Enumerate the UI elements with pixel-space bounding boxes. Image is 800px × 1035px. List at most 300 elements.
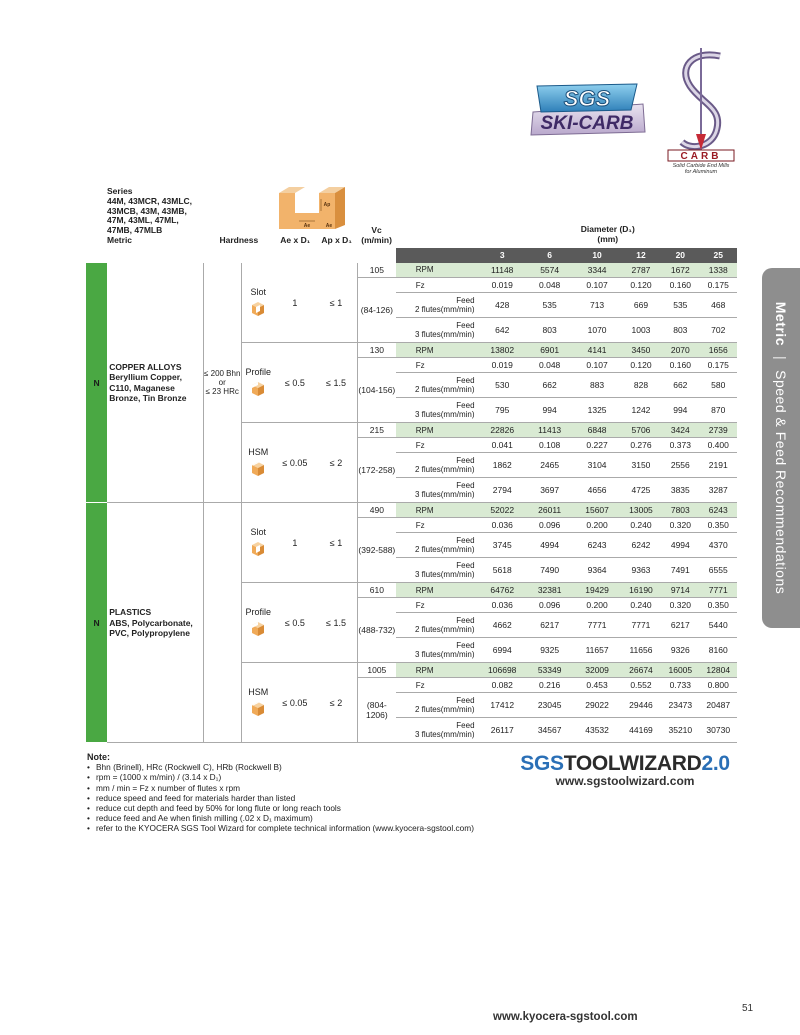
note-item: • reduce cut depth and feed by 50% for long flute or long reach tools — [87, 803, 507, 813]
feed2-value: 6217 — [526, 613, 573, 638]
fz-value: 0.036 — [479, 598, 526, 613]
vc-value: 610 — [357, 583, 395, 598]
ap-value: ≤ 2 — [315, 423, 357, 503]
toolwizard-name: TOOLWIZARD — [563, 752, 702, 775]
material-detail: C110, Maganese — [109, 382, 175, 393]
fz-value: 0.320 — [661, 598, 699, 613]
feed3-value: 7490 — [526, 558, 573, 583]
feed3-label — [396, 638, 479, 663]
notes-title: Note: — [87, 752, 110, 762]
vc-unit: (m/min) — [361, 235, 392, 245]
hardness-value — [203, 263, 241, 503]
rpm-value: 26674 — [621, 663, 661, 678]
table-row — [86, 263, 737, 278]
fz-label: Fz — [396, 678, 479, 693]
feed2-value: 4662 — [479, 613, 526, 638]
material-name — [107, 503, 203, 743]
rpm-value: 3424 — [661, 423, 699, 438]
vc-value: 215 — [357, 423, 395, 438]
rpm-value: 7771 — [699, 583, 737, 598]
ap-header: Ap x D₁ — [321, 235, 352, 245]
feed2-value: 4370 — [699, 533, 737, 558]
fz-value: 0.096 — [526, 518, 573, 533]
feed3-label — [396, 478, 479, 503]
fz-value: 0.175 — [699, 278, 737, 293]
feed3-value: 803 — [526, 318, 573, 343]
feed3-value: 795 — [479, 398, 526, 423]
hardness-line: ≤ 23 HRc — [205, 387, 239, 397]
fz-value: 0.320 — [661, 518, 699, 533]
vc-range: (488-732) — [357, 598, 395, 663]
feed2-value: 7771 — [621, 613, 661, 638]
feed2-value: 3150 — [621, 453, 661, 478]
fz-value: 0.082 — [479, 678, 526, 693]
ae-ap-header — [275, 185, 358, 248]
rpm-value: 6848 — [573, 423, 620, 438]
feed2-value: 17412 — [479, 693, 526, 718]
feed2-value: 23045 — [526, 693, 573, 718]
feed2-value: 2191 — [699, 453, 737, 478]
vc-range: (104-156) — [357, 358, 395, 423]
feed3-value: 30730 — [699, 718, 737, 743]
feed2-value: 662 — [661, 373, 699, 398]
feed2-value: 2465 — [526, 453, 573, 478]
rpm-value: 5574 — [526, 263, 573, 278]
series-list-line: 44M, 43MCR, 43MLC, — [107, 195, 193, 206]
rpm-value: 2787 — [621, 263, 661, 278]
ap-value: ≤ 2 — [315, 663, 357, 743]
operation-cell — [241, 343, 274, 423]
feed2-value: 828 — [621, 373, 661, 398]
feed2-label-line: 2 flutes(mm/min) — [414, 705, 475, 715]
hardness-header: Hardness — [219, 235, 259, 245]
feed2-value: 669 — [621, 293, 661, 318]
feed2-label — [396, 613, 479, 638]
rpm-value: 52022 — [479, 503, 526, 518]
feed3-label-line: 3 flutes(mm/min) — [414, 410, 475, 420]
profile-cube-icon — [250, 621, 266, 637]
vc-range: (804-1206) — [357, 678, 395, 743]
vc-value: 1005 — [357, 663, 395, 678]
feed3-value: 3835 — [661, 478, 699, 503]
feed3-value: 803 — [661, 318, 699, 343]
hardness-line: or — [218, 377, 226, 387]
feed2-value: 20487 — [699, 693, 737, 718]
fz-value: 0.227 — [573, 438, 620, 453]
ap-value: ≤ 1.5 — [315, 583, 357, 663]
note-item: • reduce speed and feed for materials harder than listed — [87, 793, 507, 803]
fz-value: 0.019 — [479, 358, 526, 373]
feed3-value: 44169 — [621, 718, 661, 743]
rpm-value: 12804 — [699, 663, 737, 678]
fz-value: 0.350 — [699, 518, 737, 533]
feed3-label-line: Feed — [456, 401, 475, 411]
slot-cube-icon — [250, 301, 266, 317]
toolwizard-url[interactable]: www.sgstoolwizard.com — [555, 774, 695, 788]
diameter-value: 12 — [621, 248, 661, 263]
material-title: COPPER ALLOYS — [109, 362, 182, 373]
rpm-label: RPM — [396, 583, 479, 598]
rpm-value: 1338 — [699, 263, 737, 278]
rpm-value: 4141 — [573, 343, 620, 358]
fz-value: 0.175 — [699, 358, 737, 373]
rpm-value: 64762 — [479, 583, 526, 598]
diameter-header — [479, 185, 737, 248]
feed2-value: 662 — [526, 373, 573, 398]
section-tab-title: Speed & Feed Recommendations — [773, 370, 789, 595]
diameter-unit: (mm) — [597, 234, 619, 244]
hardness-line: ≤ 200 Bhn — [204, 368, 241, 378]
fz-value: 0.400 — [699, 438, 737, 453]
vc-range: (172-258) — [357, 438, 395, 503]
feed3-value: 8160 — [699, 638, 737, 663]
rpm-value: 16005 — [661, 663, 699, 678]
feed3-label — [396, 398, 479, 423]
fz-label: Fz — [396, 598, 479, 613]
series-list-line: 47M, 43ML, 47ML, — [107, 215, 179, 226]
fz-value: 0.240 — [621, 518, 661, 533]
feed3-value: 35210 — [661, 718, 699, 743]
toolwizard-version: 2.0 — [701, 752, 730, 775]
diagram-label-ae1: Ae — [303, 223, 310, 229]
operation-name: Profile — [245, 606, 272, 617]
feed3-value: 994 — [661, 398, 699, 423]
material-detail: ABS, Polycarbonate, — [109, 617, 193, 628]
rpm-value: 13005 — [621, 503, 661, 518]
fz-value: 0.240 — [621, 598, 661, 613]
feed2-value: 29446 — [621, 693, 661, 718]
feed3-value: 43532 — [573, 718, 620, 743]
note-item: • reduce feed and Ae when finish milling (.02 x D₁ maximum) — [87, 813, 507, 823]
table-header-row — [86, 185, 737, 248]
fz-value: 0.048 — [526, 278, 573, 293]
feed3-value: 3287 — [699, 478, 737, 503]
feed3-label-line: 3 flutes(mm/min) — [414, 490, 475, 500]
ski-carb-logo-sgs: SGS — [563, 86, 611, 111]
rpm-value: 1656 — [699, 343, 737, 358]
material-detail: Bronze, Tin Bronze — [109, 392, 187, 403]
feed2-value: 6242 — [621, 533, 661, 558]
fz-label: Fz — [396, 278, 479, 293]
feed2-value: 1862 — [479, 453, 526, 478]
feed3-label-line: Feed — [456, 721, 475, 731]
feed3-label-line: 3 flutes(mm/min) — [414, 330, 475, 340]
diameter-value: 3 — [479, 248, 526, 263]
feed2-label-line: Feed — [456, 696, 475, 706]
feed3-value: 34567 — [526, 718, 573, 743]
fz-value: 0.041 — [479, 438, 526, 453]
feed2-value: 580 — [699, 373, 737, 398]
vc-range: (392-588) — [357, 518, 395, 583]
rpm-value: 15607 — [573, 503, 620, 518]
feed3-label-line: 3 flutes(mm/min) — [414, 570, 475, 580]
feed2-value: 3745 — [479, 533, 526, 558]
feed2-value: 3104 — [573, 453, 620, 478]
feed3-value: 6994 — [479, 638, 526, 663]
feed3-value: 702 — [699, 318, 737, 343]
feed2-label-line: 2 flutes(mm/min) — [414, 305, 475, 315]
ski-carb-logo — [527, 82, 649, 137]
rpm-value: 6901 — [526, 343, 573, 358]
rpm-value: 32009 — [573, 663, 620, 678]
diagram-label-ap: Ap — [323, 202, 331, 208]
fz-label: Fz — [396, 518, 479, 533]
fz-value: 0.107 — [573, 278, 620, 293]
feed3-value: 26117 — [479, 718, 526, 743]
fz-value: 0.373 — [661, 438, 699, 453]
metric-label: Metric — [107, 235, 133, 245]
fz-value: 0.200 — [573, 598, 620, 613]
feed2-value: 428 — [479, 293, 526, 318]
feed3-value: 642 — [479, 318, 526, 343]
fz-value: 0.552 — [621, 678, 661, 693]
feed2-label-line: 2 flutes(mm/min) — [414, 385, 475, 395]
feed2-value: 468 — [699, 293, 737, 318]
operation-name: HSM — [248, 446, 269, 457]
feed3-value: 11656 — [621, 638, 661, 663]
section-tab-separator: | — [773, 355, 789, 361]
feed3-value: 1070 — [573, 318, 620, 343]
feed2-value: 4994 — [526, 533, 573, 558]
ap-value: ≤ 1 — [315, 263, 357, 343]
note-item: • Bhn (Brinell), HRc (Rockwell C), HRb (Rockwell B) — [87, 762, 507, 772]
carb-logo-sub1: Solid Carbide End Mills — [672, 163, 730, 169]
feed2-value: 29022 — [573, 693, 620, 718]
note-item: • mm / min = Fz x number of flutes x rpm — [87, 783, 507, 793]
diameter-row — [86, 248, 737, 263]
feed3-value: 1242 — [621, 398, 661, 423]
carb-logo — [662, 46, 740, 176]
operation-name: Profile — [245, 366, 272, 377]
feed2-value: 6243 — [573, 533, 620, 558]
feed2-label-line: Feed — [456, 456, 475, 466]
fz-value: 0.160 — [661, 358, 699, 373]
footer-url[interactable]: www.kyocera-sgstool.com — [493, 1011, 638, 1023]
fz-value: 0.096 — [526, 598, 573, 613]
vc-value: 490 — [357, 503, 395, 518]
operation-cell — [241, 423, 274, 503]
ae-value: ≤ 0.5 — [275, 343, 315, 423]
material-detail: PVC, Polypropylene — [109, 627, 190, 638]
feed3-value: 9325 — [526, 638, 573, 663]
rpm-value: 22826 — [479, 423, 526, 438]
rpm-value: 53349 — [526, 663, 573, 678]
diameter-label: Diameter (D₁) — [580, 224, 635, 235]
feed2-label-line: Feed — [456, 616, 475, 626]
rpm-label: RPM — [396, 663, 479, 678]
fz-value: 0.200 — [573, 518, 620, 533]
feed2-value: 5440 — [699, 613, 737, 638]
fz-value: 0.276 — [621, 438, 661, 453]
feed2-label-line: 2 flutes(mm/min) — [414, 465, 475, 475]
feed2-value: 713 — [573, 293, 620, 318]
feed2-label-line: Feed — [456, 296, 475, 306]
fz-value: 0.120 — [621, 358, 661, 373]
feed3-value: 2794 — [479, 478, 526, 503]
rpm-value: 5706 — [621, 423, 661, 438]
diameter-value: 6 — [526, 248, 573, 263]
feed3-label — [396, 318, 479, 343]
diameter-value: 25 — [699, 248, 737, 263]
hsm-cube-icon — [250, 461, 266, 477]
rpm-value: 2739 — [699, 423, 737, 438]
ae-value: ≤ 0.05 — [275, 423, 315, 503]
feed2-value: 6217 — [661, 613, 699, 638]
feed2-value: 535 — [661, 293, 699, 318]
feed3-label-line: 3 flutes(mm/min) — [414, 650, 475, 660]
ae-value: 1 — [275, 263, 315, 343]
profile-cube-icon — [250, 381, 266, 397]
fz-value: 0.048 — [526, 358, 573, 373]
rpm-value: 7803 — [661, 503, 699, 518]
rpm-label: RPM — [396, 503, 479, 518]
material-name — [107, 263, 203, 503]
operation-name: Slot — [250, 526, 267, 537]
vc-value: 105 — [357, 263, 395, 278]
operation-name: HSM — [248, 686, 269, 697]
rpm-label: RPM — [396, 343, 479, 358]
operation-cell — [241, 583, 274, 663]
note-item: • refer to the KYOCERA SGS Tool Wizard for complete technical information (www.kyocera-sgstool.com) — [87, 823, 507, 833]
ae-header: Ae x D₁ — [280, 235, 311, 245]
rpm-value: 16190 — [621, 583, 661, 598]
fz-value: 0.120 — [621, 278, 661, 293]
feed2-value: 7771 — [573, 613, 620, 638]
notes — [87, 752, 507, 834]
operation-name: Slot — [250, 286, 267, 297]
ae-value: ≤ 0.5 — [275, 583, 315, 663]
fz-value: 0.108 — [526, 438, 573, 453]
diameter-value: 20 — [661, 248, 699, 263]
feed3-label-line: Feed — [456, 641, 475, 651]
feed2-label — [396, 453, 479, 478]
feed3-value: 9326 — [661, 638, 699, 663]
rpm-label: RPM — [396, 263, 479, 278]
feed3-label-line: Feed — [456, 321, 475, 331]
section-tab — [762, 268, 800, 628]
feed3-value: 7491 — [661, 558, 699, 583]
feed2-label — [396, 373, 479, 398]
vc-label: Vc — [371, 225, 382, 236]
feed3-label-line: 3 flutes(mm/min) — [414, 730, 475, 740]
material-detail: Beryllium Copper, — [109, 372, 182, 383]
fz-value: 0.350 — [699, 598, 737, 613]
slot-cube-icon — [250, 541, 266, 557]
rpm-value: 32381 — [526, 583, 573, 598]
rpm-value: 11413 — [526, 423, 573, 438]
ae-value: 1 — [275, 503, 315, 583]
fz-value: 0.160 — [661, 278, 699, 293]
feed3-value: 1325 — [573, 398, 620, 423]
feed2-value: 883 — [573, 373, 620, 398]
feed3-value: 1003 — [621, 318, 661, 343]
fz-value: 0.107 — [573, 358, 620, 373]
cut-diagram-icon — [275, 185, 359, 233]
section-tab-metric: Metric — [773, 301, 789, 346]
rpm-value: 26011 — [526, 503, 573, 518]
feed2-label-line: 2 flutes(mm/min) — [414, 625, 475, 635]
fz-value: 0.216 — [526, 678, 573, 693]
carb-logo-text: CARB — [680, 151, 722, 162]
toolwizard-logo[interactable] — [510, 752, 740, 788]
material-group-code: N — [86, 263, 107, 503]
rpm-value: 19429 — [573, 583, 620, 598]
feed2-value: 530 — [479, 373, 526, 398]
series-header — [86, 185, 203, 248]
fz-value: 0.036 — [479, 518, 526, 533]
feed3-value: 9363 — [621, 558, 661, 583]
feed2-label-line: Feed — [456, 376, 475, 386]
series-list-line: 47MB, 47MLB — [107, 225, 163, 236]
feed3-value: 9364 — [573, 558, 620, 583]
series-label: Series — [107, 186, 133, 197]
feed3-value: 4656 — [573, 478, 620, 503]
feed2-label-line: 2 flutes(mm/min) — [414, 545, 475, 555]
ae-value: ≤ 0.05 — [275, 663, 315, 743]
feed2-label — [396, 693, 479, 718]
feed3-label-line: Feed — [456, 561, 475, 571]
material-title: PLASTICS — [109, 607, 152, 618]
vc-value: 130 — [357, 343, 395, 358]
rpm-label: RPM — [396, 423, 479, 438]
note-item: • rpm = (1000 x m/min) / (3.14 x D₁) — [87, 772, 507, 782]
feed2-value: 2556 — [661, 453, 699, 478]
ski-carb-logo-text: SKI-CARB — [540, 113, 634, 134]
rpm-value: 106698 — [479, 663, 526, 678]
operation-cell — [241, 503, 274, 583]
fz-value: 0.453 — [573, 678, 620, 693]
feed3-label — [396, 718, 479, 743]
feed3-value: 870 — [699, 398, 737, 423]
operation-cell — [241, 663, 274, 743]
feed3-value: 5618 — [479, 558, 526, 583]
ap-value: ≤ 1.5 — [315, 343, 357, 423]
rpm-value: 6243 — [699, 503, 737, 518]
rpm-value: 2070 — [661, 343, 699, 358]
feed3-value: 994 — [526, 398, 573, 423]
table-row — [86, 503, 737, 518]
hsm-cube-icon — [250, 701, 266, 717]
fz-value: 0.019 — [479, 278, 526, 293]
page-number: 51 — [742, 1003, 754, 1014]
fz-value: 0.800 — [699, 678, 737, 693]
feed3-label — [396, 558, 479, 583]
fz-label: Fz — [396, 438, 479, 453]
diameter-value: 10 — [573, 248, 620, 263]
hardness-value — [203, 503, 241, 743]
feed2-value: 23473 — [661, 693, 699, 718]
ap-value: ≤ 1 — [315, 503, 357, 583]
feed3-value: 3697 — [526, 478, 573, 503]
carb-logo-sub2: for Aluminum — [684, 169, 718, 175]
rpm-value: 1672 — [661, 263, 699, 278]
vc-header — [357, 185, 395, 248]
operation-cell — [241, 263, 274, 343]
rpm-value: 3344 — [573, 263, 620, 278]
feed3-value: 6555 — [699, 558, 737, 583]
toolwizard-sgs: SGS — [520, 752, 564, 775]
rpm-value: 11148 — [479, 263, 526, 278]
feed2-value: 535 — [526, 293, 573, 318]
feed2-label — [396, 533, 479, 558]
feed3-label-line: Feed — [456, 481, 475, 491]
feed2-label — [396, 293, 479, 318]
rpm-value: 9714 — [661, 583, 699, 598]
speed-feed-table — [86, 185, 737, 743]
series-list-line: 43MCB, 43M, 43MB, — [107, 205, 187, 216]
feed2-label-line: Feed — [456, 536, 475, 546]
fz-value: 0.733 — [661, 678, 699, 693]
